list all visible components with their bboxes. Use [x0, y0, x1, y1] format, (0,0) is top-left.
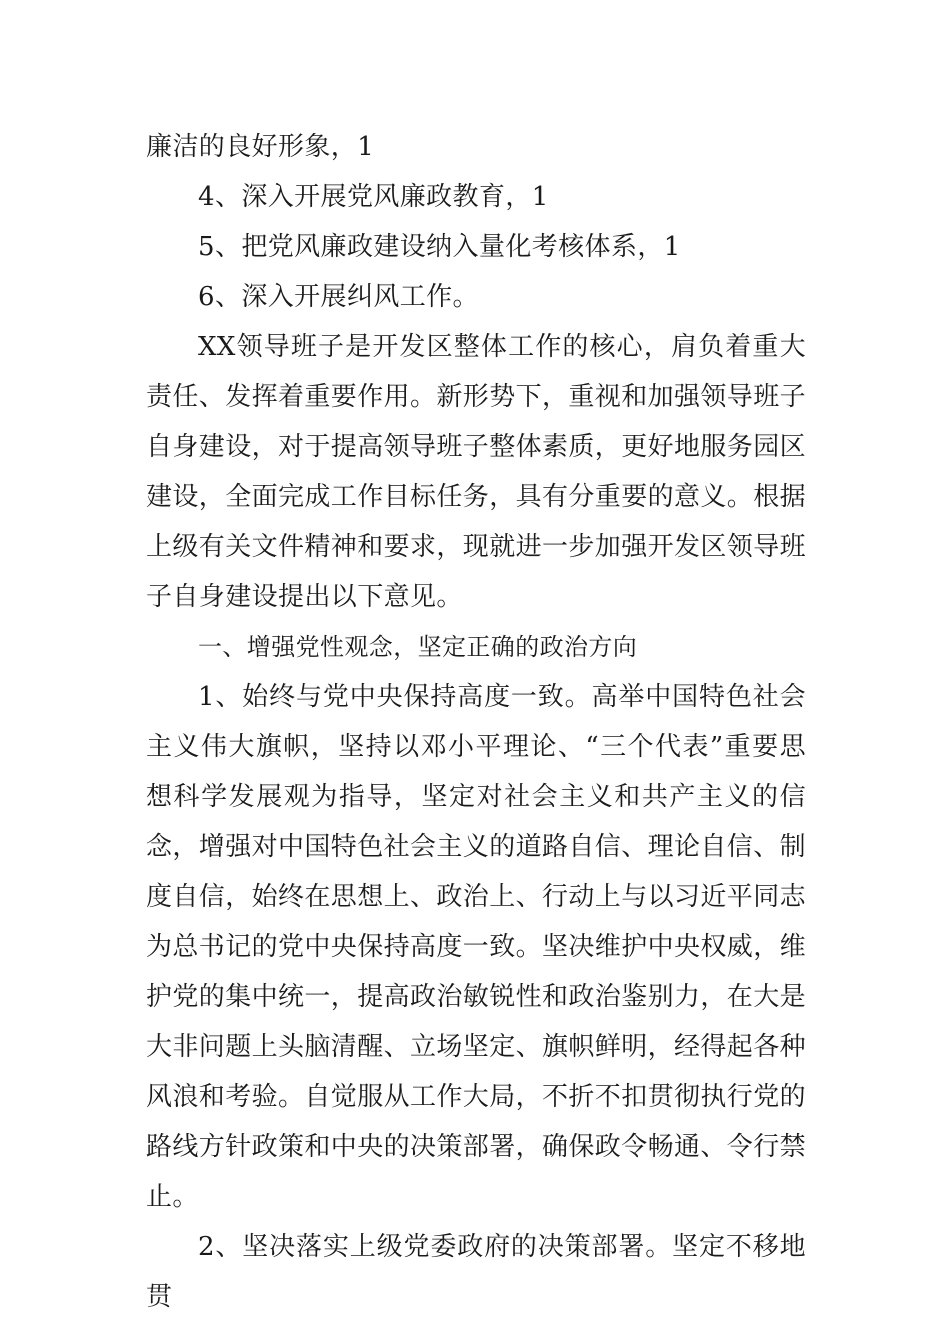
list-item-6: 6、深入开展纠风工作。	[198, 282, 479, 312]
paragraph-continuation: 廉洁的良好形象，1	[146, 132, 375, 162]
intro-paragraph: XX领导班子是开发区整体工作的核心，肩负着重大责任、发挥着重要作用。新形势下，重视和加强领导班子自身建设，对于提高领导班子整体素质，更好地服务园区建设，全面完成工作目标任务，具有分重要的意义。根据上级有关文件精神和要求，现就进一步加强开发区领导班子自身建设提出以下意见。	[146, 332, 807, 612]
section-heading-1: 一、增强党性观念，坚定正确的政治方向	[198, 633, 638, 661]
point-2-paragraph: 2、坚决落实上级党委政府的决策部署。坚定不移地贯	[146, 1232, 806, 1312]
list-item-4: 4、深入开展党风廉政教育，1	[198, 182, 549, 212]
point-1-paragraph: 1、始终与党中央保持高度一致。高举中国特色社会主义伟大旗帜，坚持以邓小平理论、“三个代表”重要思想科学发展观为指导，坚定对社会主义和共产主义的信念，增强对中国特色社会主义的道路自信、理论自信、制度自信，始终在思想上、政治上、行动上与以习近平同志为总书记的党中央保持高度一致。坚决维护中央权威，维护党的集中统一，提高政治敏锐性和政治鉴别力，在大是大非问题上头脑清醒、立场坚定、旗帜鲜明，经得起各种风浪和考验。自觉服从工作大局，不折不扣贯彻执行党的路线方针政策和中央的决策部署，确保政令畅通、令行禁止。	[146, 682, 807, 1212]
document-page	[146, 122, 806, 1322]
list-item-5: 5、把党风廉政建设纳入量化考核体系，1	[198, 232, 681, 262]
